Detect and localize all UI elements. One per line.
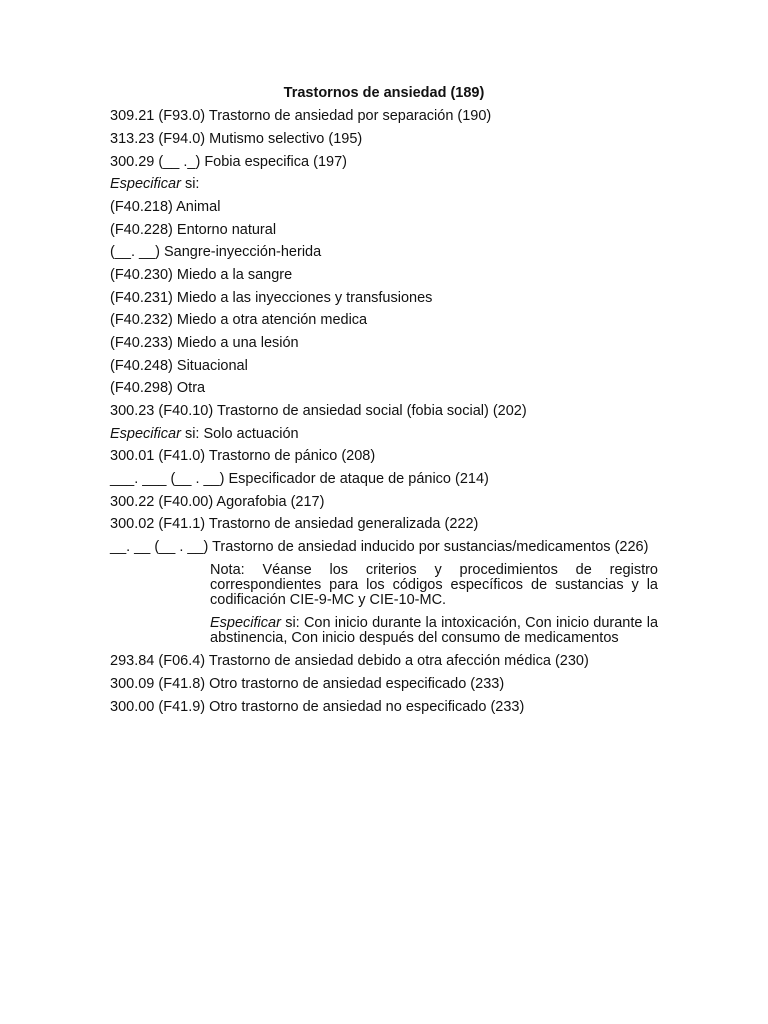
- specify-text: si: Solo actuación: [184, 426, 299, 442]
- entry-panic-disorder: 300.01 (F41.0) Trastorno de pánico (208): [110, 448, 376, 464]
- specify-line-social: [110, 424, 299, 444]
- entry-blood-injection-injury: (__. __) Sangre-inyección-herida: [110, 244, 322, 260]
- entry-separation-anxiety: 309.21 (F93.0) Trastorno de ansiedad por separación (190): [110, 108, 492, 124]
- entry-fear-of-injury: (F40.233) Miedo a una lesión: [110, 335, 299, 351]
- specify-label: Especificar: [210, 615, 281, 631]
- entry-unspecified: 300.00 (F41.9) Otro trastorno de ansiedad no especificado (233): [110, 699, 525, 715]
- specify-label: Especificar: [110, 426, 181, 442]
- specify-note-paragraph: [210, 616, 658, 646]
- section-title: Trastornos de ansiedad (189): [283, 85, 485, 101]
- entry-fear-of-medical-care: (F40.232) Miedo a otra atención medica: [110, 312, 368, 328]
- entry-natural-environment: (F40.228) Entorno natural: [110, 222, 277, 238]
- entry-social-anxiety: 300.23 (F40.10) Trastorno de ansiedad social (fobia social) (202): [110, 403, 527, 419]
- entry-panic-attack-specifier: ___. ___ (__ . __) Especificador de ataque de pánico (214): [110, 471, 489, 487]
- entry-other-specified: 300.09 (F41.8) Otro trastorno de ansiedad especificado (233): [110, 676, 505, 692]
- entry-fear-of-injections: (F40.231) Miedo a las inyecciones y transfusiones: [110, 290, 433, 306]
- note-paragraph: Nota: Véanse los criterios y procedimientos de registro correspondientes para los códigos específicos de sustancias y la codificación CIE-9-MC y CIE-10-MC.: [210, 562, 658, 608]
- entry-animal: (F40.218) Animal: [110, 199, 221, 215]
- entry-specific-phobia: 300.29 (__ ._) Fobia especifica (197): [110, 154, 347, 170]
- entry-agoraphobia: 300.22 (F40.00) Agorafobia (217): [110, 494, 325, 510]
- specify-text: si:: [184, 176, 200, 192]
- specify-text: si: Con inicio durante la intoxicación, Con inicio durante la abstinencia, Con inicio después del consumo de medicamentos: [210, 615, 659, 646]
- specify-label: Especificar: [110, 176, 181, 192]
- entry-other: (F40.298) Otra: [110, 380, 206, 396]
- entry-situational: (F40.248) Situacional: [110, 358, 248, 374]
- entry-generalized-anxiety: 300.02 (F41.1) Trastorno de ansiedad generalizada (222): [110, 516, 479, 532]
- specify-line-phobia: [110, 174, 199, 194]
- entry-substance-induced: __. __ (__ . __) Trastorno de ansiedad inducido por sustancias/medicamentos (226): [110, 539, 649, 555]
- entry-fear-of-blood: (F40.230) Miedo a la sangre: [110, 267, 293, 283]
- entry-selective-mutism: 313.23 (F94.0) Mutismo selectivo (195): [110, 131, 363, 147]
- entry-medical-condition: 293.84 (F06.4) Trastorno de ansiedad debido a otra afección médica (230): [110, 653, 589, 669]
